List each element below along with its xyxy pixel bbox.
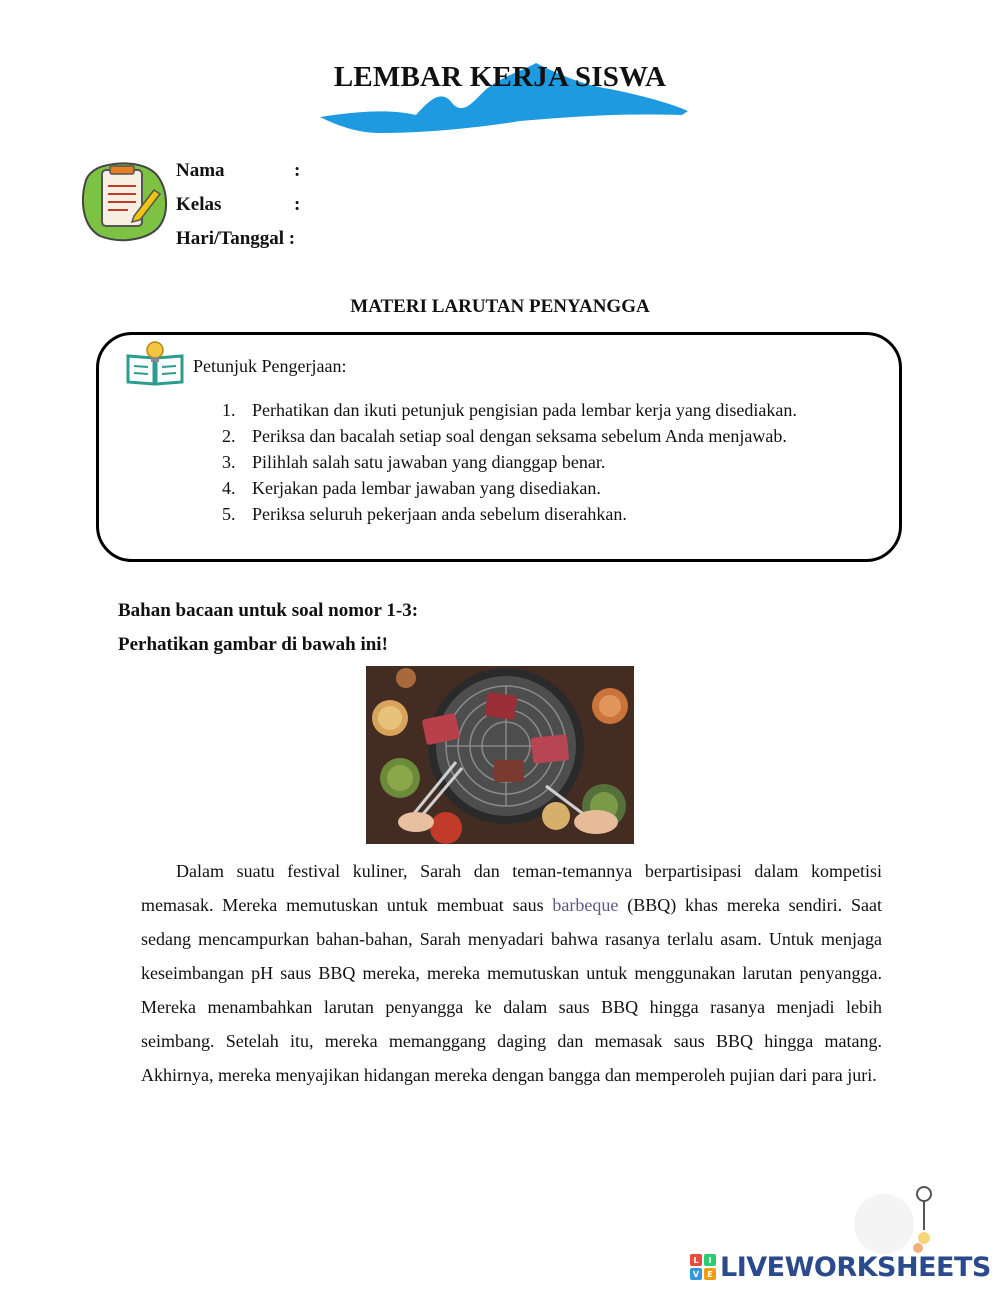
list-item: [222, 449, 839, 475]
list-item: [222, 501, 839, 527]
section-title: MATERI LARUTAN PENYANGGA: [350, 296, 650, 317]
title-banner: [0, 55, 1000, 135]
notepad-icon: [76, 160, 172, 247]
class-field: [176, 194, 300, 216]
paragraph-part-2: (BBQ) khas mereka sendiri. Saat sedang mencampurkan bahan-bahan, Sarah menyadari bahwa rasanya terlalu asam. Untuk menjaga keseimbangan pH saus BBQ mereka, mereka memutuskan untuk menggunakan larutan penyangga. Mereka menambahkan larutan penyangga ke dalam saus BBQ hingga rasanya menjadi lebih seimbang. Setelah itu, mereka memanggang daging dan memasak saus BBQ hingga matang. Akhirnya, mereka menyajikan hidangan mereka dengan bangga dan memperoleh pujian dari para juri.: [141, 895, 882, 1085]
list-text: Periksa dan bacalah setiap soal dengan seksama sebelum Anda menjawab.: [252, 426, 787, 446]
list-text: Pilihlah salah satu jawaban yang dianggap benar.: [252, 452, 606, 472]
name-field: [176, 160, 300, 182]
liveworksheets-logo: [690, 1250, 991, 1284]
list-item: [222, 397, 839, 423]
reading-prompt: Perhatikan gambar di bawah ini!: [118, 634, 388, 655]
class-colon: :: [294, 194, 301, 215]
list-item: [222, 475, 839, 501]
list-number: 2.: [222, 426, 236, 446]
logo-text: LIVEWORKSHEETS: [720, 1251, 991, 1283]
name-colon: :: [294, 160, 301, 181]
bbq-photo: [366, 666, 634, 844]
paragraph-highlight: barbeque: [552, 895, 619, 915]
logo-letter: V: [690, 1268, 702, 1280]
logo-letter: E: [704, 1268, 716, 1280]
date-field: [176, 228, 295, 250]
date-label: Hari/Tanggal :: [176, 228, 296, 249]
list-number: 1.: [222, 400, 236, 420]
instructions-heading: Petunjuk Pengerjaan:: [193, 356, 347, 376]
reading-label: Bahan bacaan untuk soal nomor 1-3:: [118, 600, 419, 621]
list-number: 3.: [222, 452, 236, 472]
list-number: 4.: [222, 478, 236, 498]
list-number: 5.: [222, 504, 236, 524]
logo-letter: L: [690, 1254, 702, 1266]
reading-paragraph: [141, 854, 882, 1092]
class-label: Kelas: [176, 194, 222, 215]
list-item: [222, 423, 839, 449]
list-text: Periksa seluruh pekerjaan anda sebelum diserahkan.: [252, 504, 627, 524]
name-label: Nama: [176, 160, 225, 181]
paragraph-part-1: Dalam suatu festival kuliner, Sarah dan teman-temannya berpartisipasi dalam kompetisi memasak. Mereka memutuskan untuk membuat saus: [141, 861, 882, 915]
list-text: Perhatikan dan ikuti petunjuk pengisian pada lembar kerja yang disediakan.: [252, 400, 797, 420]
page-title: LEMBAR KERJA SISWA: [333, 61, 667, 93]
logo-boxes: [690, 1254, 716, 1280]
instructions-list: [222, 397, 839, 527]
logo-letter: I: [704, 1254, 716, 1266]
book-lightbulb-icon: [124, 340, 186, 393]
list-text: Kerjakan pada lembar jawaban yang disediakan.: [252, 478, 601, 498]
